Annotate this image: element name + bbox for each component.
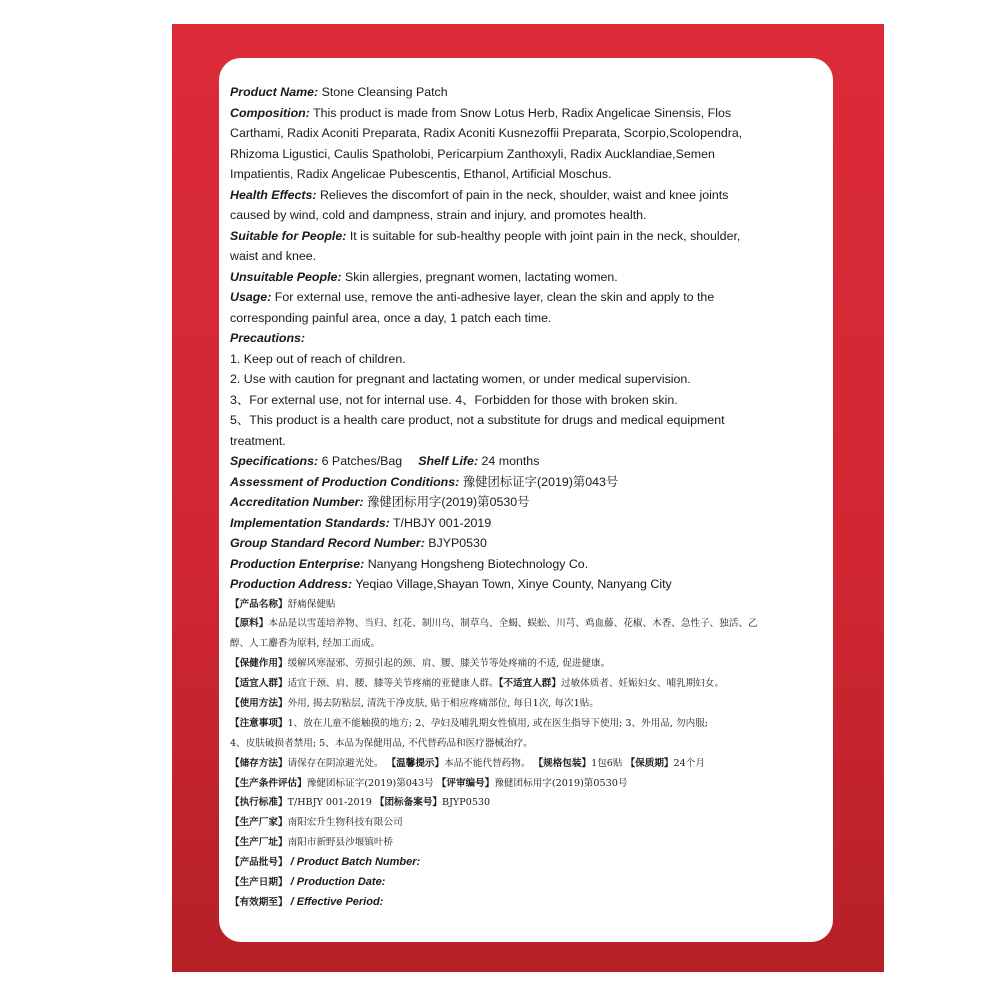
- cn-manufacturer-label: 【生产厂家】: [230, 817, 288, 829]
- cn-raw-value: 本品是以雪莲培养物、当归、红花、制川乌、制草乌、全蝎、蜈蚣、川芎、鸡血藤、花椒、木香、急性子、独活、乙: [268, 618, 758, 630]
- specifications-label: Specifications:: [230, 454, 319, 468]
- accreditation-row: [230, 492, 820, 513]
- enterprise-value: Nanyang Hongsheng Biotechnology Co.: [367, 556, 589, 571]
- composition-label: Composition:: [230, 105, 310, 120]
- english-section: [230, 82, 820, 595]
- cn-factory-address-value: 南阳市新野县沙堰镇叶桥: [287, 837, 394, 849]
- cn-effect-value: 缓解风寒湿邪、劳损引起的颈、肩、腰、膝关节等处疼痛的不适, 促进健康。: [287, 658, 611, 670]
- cn-batch-value: / Product Batch Number:: [290, 856, 421, 869]
- suitable-label: Suitable for People:: [230, 228, 347, 243]
- precaution-item: 3、For external use, not for internal use. 4、Forbidden for those with broken skin.: [230, 392, 678, 407]
- group-record-value: BJYP0530: [428, 536, 487, 550]
- precautions-label: Precautions:: [230, 331, 306, 345]
- chinese-section: [230, 595, 820, 913]
- cn-notice-line: 4、皮肤破损者禁用; 5、本品为保健用品, 不代替药品和医疗器械治疗。: [230, 737, 533, 749]
- enterprise-label: Production Enterprise:: [230, 556, 365, 571]
- cn-shelf-value: 24个月: [673, 757, 705, 769]
- address-row: [230, 574, 820, 595]
- health-effects-label: Health Effects:: [230, 187, 317, 202]
- cn-assess-value: 豫健团标证字(2019)第043号: [306, 777, 434, 789]
- unsuitable-row: [230, 267, 820, 288]
- cn-tip-value: 本品不能代替药物。: [444, 757, 531, 769]
- cn-usage-label: 【使用方法】: [230, 697, 288, 709]
- product-name-value: Stone Cleansing Patch: [321, 85, 448, 99]
- precaution-item: 1. Keep out of reach of children.: [230, 351, 406, 366]
- cn-raw-line: 醇、人工麝香为原料, 经加工而成。: [230, 638, 381, 650]
- cn-effect-label: 【保健作用】: [230, 658, 288, 670]
- usage-row: [230, 287, 820, 308]
- cn-name-value: 舒痛保健贴: [287, 598, 336, 610]
- cn-notice-row: [230, 714, 820, 734]
- cn-record-label: 【团标备案号】: [374, 797, 443, 809]
- cn-date-row: [230, 873, 820, 893]
- composition-line: Carthami, Radix Aconiti Preparata, Radix Aconiti Kusnezoffii Preparata, Scorpio,Scolopendra,: [230, 126, 743, 140]
- group-record-label: Group Standard Record Number:: [230, 536, 425, 550]
- cn-standard-label: 【执行标准】: [230, 797, 288, 809]
- cn-storage-row: [230, 754, 820, 774]
- cn-notice-label: 【注意事项】: [230, 717, 288, 729]
- cn-record-value: BJYP0530: [442, 797, 491, 809]
- cn-name-row: [230, 595, 820, 615]
- cn-date-value: / Production Date:: [290, 875, 386, 888]
- assessment-row: [230, 472, 820, 493]
- suitable-line: waist and knee.: [230, 249, 317, 263]
- cn-unsuitable-value: 过敏体质者、妊娠妇女、哺乳期妇女。: [560, 678, 725, 690]
- cn-spec-label: 【规格包装】: [533, 757, 592, 769]
- label-content: [230, 82, 820, 913]
- usage-label: Usage:: [230, 290, 272, 304]
- shelf-life-label: Shelf Life:: [418, 454, 479, 468]
- composition-line: This product is made from Snow Lotus Herb, Radix Angelicae Sinensis, Flos: [313, 105, 732, 120]
- cn-effect-row: [230, 654, 820, 674]
- cn-unsuitable-label: 【不适宜人群】: [498, 678, 561, 690]
- cn-tip-label: 【温馨提示】: [386, 757, 445, 769]
- suitable-row: [230, 226, 820, 247]
- unsuitable-value: Skin allergies, pregnant women, lactating women.: [345, 269, 618, 284]
- cn-assess-row: [230, 774, 820, 794]
- cn-suitable-value: 适宜于颈、肩、腰、膝等关节疼痛的亚健康人群。: [287, 678, 499, 690]
- specifications-row: [230, 451, 820, 472]
- accreditation-label: Accreditation Number:: [230, 495, 364, 509]
- cn-factory-address-row: [230, 833, 820, 853]
- health-effects-row: [230, 185, 820, 206]
- specifications-value: 6 Patches/Bag: [321, 454, 403, 468]
- shelf-life-value: 24 months: [481, 454, 540, 468]
- usage-line: corresponding painful area, once a day, 1 patch each time.: [230, 310, 552, 325]
- cn-notice-value: 1、放在儿童不能触摸的地方; 2、孕妇及哺乳期女性慎用, 或在医生指导下使用; 3、外用品, 勿内服;: [287, 717, 709, 729]
- cn-review-value: 豫健团标用字(2019)第0530号: [494, 777, 628, 789]
- cn-name-label: 【产品名称】: [230, 598, 288, 610]
- precaution-item: 5、This product is a health care product, not a substitute for drugs and medical equipment: [230, 413, 725, 427]
- cn-standard-row: [230, 793, 820, 813]
- cn-factory-address-label: 【生产厂址】: [230, 837, 288, 849]
- product-name-row: [230, 82, 820, 103]
- address-value: Yeqiao Village,Shayan Town, Xinye County, Nanyang City: [355, 577, 672, 591]
- cn-storage-value: 请保存在阴凉避光处。: [287, 757, 384, 769]
- implementation-row: [230, 513, 820, 534]
- assessment-label: Assessment of Production Conditions:: [230, 474, 460, 489]
- cn-manufacturer-value: 南阳宏升生物科技有限公司: [287, 817, 403, 829]
- usage-line: For external use, remove the anti-adhesive layer, clean the skin and apply to the: [274, 290, 715, 304]
- suitable-line: It is suitable for sub-healthy people with joint pain in the neck, shoulder,: [349, 228, 741, 243]
- cn-suitable-label: 【适宜人群】: [230, 678, 288, 690]
- cn-spec-value: 1包6贴: [591, 757, 623, 769]
- cn-usage-row: [230, 694, 820, 714]
- cn-usage-value: 外用, 揭去防粘层, 清洗干净皮肤, 贴于相应疼痛部位, 每日1次, 每次1贴。: [287, 697, 599, 709]
- cn-assess-label: 【生产条件评估】: [230, 777, 307, 789]
- implementation-value: T/HBJY 001-2019: [392, 515, 492, 530]
- group-record-row: [230, 533, 820, 554]
- unsuitable-label: Unsuitable People:: [230, 269, 342, 284]
- precautions-row: [230, 328, 820, 349]
- cn-batch-label: 【产品批号】: [230, 857, 288, 869]
- cn-shelf-label: 【保质期】: [625, 757, 674, 769]
- composition-line: Impatientis, Radix Angelicae Pubescentis, Ethanol, Artificial Moschus.: [230, 167, 612, 181]
- health-effects-line: Relieves the discomfort of pain in the neck, shoulder, waist and knee joints: [319, 187, 729, 202]
- product-name-label: Product Name:: [230, 85, 319, 99]
- composition-line: Rhizoma Ligustici, Caulis Spatholobi, Pericarpium Zanthoxyli, Radix Aucklandiae,Semen: [230, 146, 715, 161]
- cn-raw-row: [230, 614, 820, 634]
- cn-standard-value: T/HBJY 001-2019: [287, 797, 372, 809]
- precaution-item: treatment.: [230, 433, 286, 448]
- cn-review-label: 【评审编号】: [436, 777, 495, 789]
- address-label: Production Address:: [230, 577, 353, 591]
- cn-expiry-label: 【有效期至】: [230, 896, 288, 908]
- accreditation-value: 豫健团标用字(2019)第0530号: [367, 495, 530, 509]
- cn-storage-label: 【储存方法】: [230, 757, 288, 769]
- health-effects-line: caused by wind, cold and dampness, strain and injury, and promotes health.: [230, 208, 647, 222]
- enterprise-row: [230, 554, 820, 575]
- cn-batch-row: [230, 853, 820, 873]
- cn-raw-label: 【原料】: [230, 618, 269, 630]
- cn-expiry-row: [230, 893, 820, 913]
- cn-suitable-row: [230, 674, 820, 694]
- assessment-value: 豫健团标证字(2019)第043号: [462, 474, 619, 489]
- cn-manufacturer-row: [230, 813, 820, 833]
- cn-date-label: 【生产日期】: [230, 876, 288, 888]
- precaution-item: 2. Use with caution for pregnant and lactating women, or under medical supervision.: [230, 372, 691, 386]
- composition-row: [230, 103, 820, 124]
- implementation-label: Implementation Standards:: [230, 515, 390, 530]
- cn-expiry-value: / Effective Period:: [290, 895, 384, 908]
